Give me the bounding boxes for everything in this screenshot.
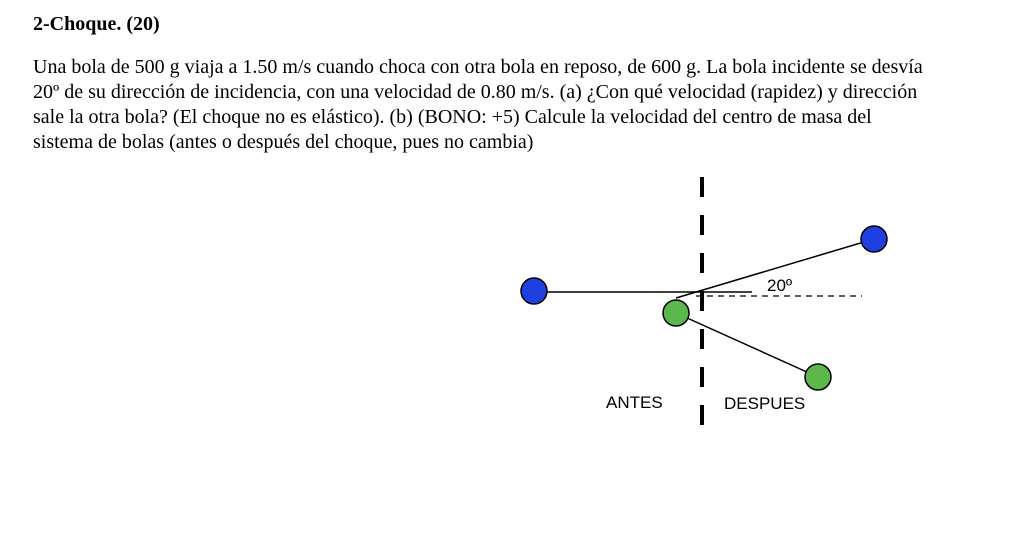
label-after: DESPUES xyxy=(724,394,806,413)
label-before: ANTES xyxy=(606,393,663,412)
incident-ball-after xyxy=(861,226,887,252)
problem-line-3: sale la otra bola? (El choque no es elástico). (b) (BONO: +5) Calcule la velocidad del centro de masa del xyxy=(33,106,872,128)
problem-line-1: Una bola de 500 g viaja a 1.50 m/s cuando choca con otra bola en reposo, de 600 g. La bola incidente se desvía xyxy=(33,56,923,78)
problem-heading: 2-Choque. (20) xyxy=(33,13,160,35)
target-ball-after-path xyxy=(676,313,818,377)
incident-ball-before xyxy=(521,278,547,304)
target-ball-before xyxy=(663,300,689,326)
angle-label: 20º xyxy=(767,276,793,295)
target-ball-after xyxy=(805,364,831,390)
problem-line-4: sistema de bolas (antes o después del choque, pues no cambia) xyxy=(33,131,534,153)
problem-line-2: 20º de su dirección de incidencia, con una velocidad de 0.80 m/s. (a) ¿Con qué velocidad (rapidez) y dirección xyxy=(33,81,918,103)
